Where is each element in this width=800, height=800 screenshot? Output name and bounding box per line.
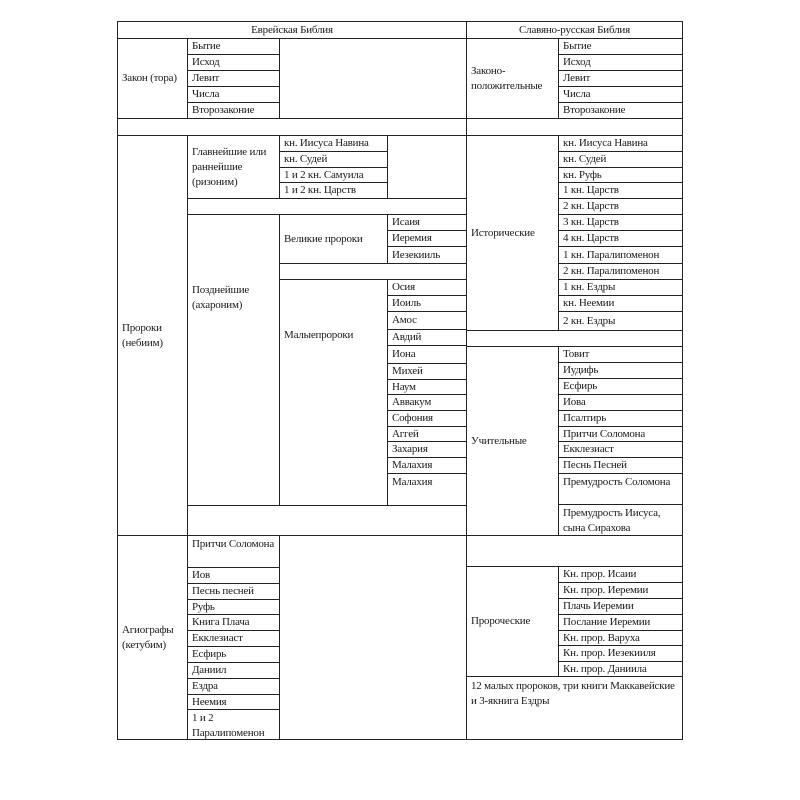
book-item: [558, 504, 683, 536]
book-item: [387, 473, 467, 506]
cell-text: Числа: [563, 88, 591, 100]
cell-text: Аггей: [392, 427, 419, 440]
book-item: [187, 583, 280, 600]
cell-text: Екклезиаст: [563, 443, 614, 455]
book-item: [387, 295, 467, 312]
cell-text: Кн. прор. Иезекииля: [563, 647, 656, 659]
cell-text: Агиографы (кетубим): [122, 623, 174, 651]
cell-text: кн. Руфь: [563, 168, 602, 181]
cell-text: Неемия: [192, 695, 227, 708]
cell-text: Послание Иеремии: [563, 616, 651, 628]
cell-text: Малыепророки: [284, 329, 354, 341]
cell-text: Кн. прор. Исаии: [563, 568, 637, 580]
cell-text: Еврейская Библия: [251, 23, 333, 36]
cell-text: Плачь Иеремии: [563, 600, 634, 612]
spacer-row: [466, 118, 683, 136]
book-item: [558, 457, 683, 474]
book-item: [387, 410, 467, 427]
cell-text: 1 и 2 кн. Самуила: [284, 168, 364, 181]
cell-text: Кн. прор. Даниила: [563, 662, 647, 675]
book-item: [187, 54, 280, 71]
book-item: [558, 198, 683, 215]
cell-text: Исход: [192, 56, 220, 68]
book-item: [558, 246, 683, 264]
subsection-label-former: [187, 135, 280, 199]
empty-cell: [279, 38, 467, 119]
book-item: [558, 598, 683, 615]
book-item: [187, 535, 280, 568]
book-item: [558, 230, 683, 247]
cell-text: Законо-положительные: [471, 64, 543, 92]
cell-text: Бытие: [192, 40, 221, 52]
book-item: [558, 295, 683, 312]
book-item: [558, 378, 683, 395]
book-item: [387, 426, 467, 442]
book-item: [187, 709, 280, 740]
cell-text: Притчи Соломона: [563, 427, 646, 440]
cell-text: Иона: [392, 348, 416, 360]
cell-text: Иоиль: [392, 297, 421, 309]
book-item: [558, 70, 683, 87]
cell-text: кн. Иисуса Навина: [563, 137, 648, 149]
cell-text: Ездра: [192, 680, 218, 692]
cell-text: Даниил: [192, 664, 227, 676]
spacer-row: [279, 263, 467, 280]
cell-text: Иезекииль: [392, 248, 441, 261]
cell-text: Екклезиаст: [192, 632, 243, 644]
cell-text: Товит: [563, 348, 590, 360]
cell-text: 2 кн. Паралипоменон: [563, 265, 660, 277]
cell-text: 12 малых пророков, три книги Маккавейские и 3-якнига Ездры: [471, 680, 675, 707]
cell-text: Осия: [392, 281, 415, 293]
book-item: [187, 646, 280, 663]
cell-text: 4 кн. Царств: [563, 232, 619, 244]
book-item: [187, 614, 280, 631]
book-item: [558, 473, 683, 505]
book-item: [387, 311, 467, 330]
book-item: [187, 102, 280, 119]
cell-text: Левит: [563, 72, 591, 84]
book-item: [187, 678, 280, 695]
cell-text: 1 и 2 кн. Царств: [284, 184, 356, 196]
cell-text: Песнь Песней: [563, 459, 627, 471]
book-item: [187, 630, 280, 647]
subsection-label-latter: [187, 214, 280, 506]
book-item: [558, 630, 683, 646]
book-item: [387, 230, 467, 247]
cell-text: 1 кн. Ездры: [563, 281, 616, 293]
cell-text: Пророческие: [471, 615, 531, 627]
book-item: [558, 394, 683, 411]
section-label-historical: [466, 135, 559, 331]
cell-text: кн. Неемии: [563, 297, 615, 309]
section-label-prophetic: [466, 566, 559, 677]
header-slavonic: [466, 21, 683, 39]
cell-text: Малахия: [392, 459, 433, 471]
cell-text: Кн. прор. Иеремии: [563, 584, 649, 596]
cell-text: Руфь: [192, 600, 215, 613]
cell-text: Притчи Соломона: [192, 538, 275, 550]
cell-text: 2 кн. Ездры: [563, 314, 616, 327]
book-item: [279, 167, 388, 183]
book-item: [558, 214, 683, 231]
book-item: [558, 410, 683, 427]
book-item: [558, 167, 683, 183]
book-item: [558, 582, 683, 599]
header-hebrew: [117, 21, 467, 39]
book-item: [387, 279, 467, 296]
cell-text: Пророки (небиим): [122, 321, 163, 349]
group-label-minor: [279, 279, 388, 506]
cell-text: Исход: [563, 56, 591, 68]
cell-text: Амос: [392, 314, 417, 326]
cell-text: 2 кн. Царств: [563, 200, 619, 212]
book-item: [187, 567, 280, 584]
cell-text: Великие пророки: [284, 232, 363, 245]
cell-text: Премудрость Соломона: [563, 476, 671, 488]
book-item: [387, 441, 467, 458]
spacer-row: [466, 330, 683, 347]
cell-text: Главнейшие или раннейшие (ризоним): [192, 145, 267, 188]
spacer-row: [187, 505, 467, 536]
section-label-law: [117, 38, 188, 119]
cell-text: Иов: [192, 569, 211, 581]
cell-text: кн. Иисуса Навина: [284, 137, 369, 149]
book-item: [387, 363, 467, 380]
section-label-prophets: [117, 135, 188, 536]
book-item: [558, 311, 683, 331]
cell-text: Учительные: [471, 434, 527, 447]
book-item: [187, 599, 280, 615]
book-item: [558, 86, 683, 103]
cell-text: 1 и 2 Паралипоменон: [192, 712, 265, 739]
cell-text: кн. Судей: [284, 153, 328, 165]
cell-text: Есфирь: [192, 648, 227, 660]
cell-text: Второзаконие: [563, 104, 626, 116]
cell-text: Иеремия: [392, 232, 432, 244]
cell-text: Псалтирь: [563, 412, 607, 424]
book-item: [558, 346, 683, 363]
book-item: [558, 614, 683, 631]
cell-text: 1 кн. Паралипоменон: [563, 248, 660, 261]
book-item: [558, 135, 683, 152]
spacer-row: [187, 198, 467, 215]
cell-text: Песнь песней: [192, 585, 254, 597]
cell-text: Аввакум: [392, 396, 432, 408]
book-item: [558, 362, 683, 379]
cell-text: Кн. прор. Варуха: [563, 631, 640, 644]
spacer-row: [466, 535, 683, 567]
book-item: [387, 329, 467, 346]
cell-text: Бытие: [563, 40, 592, 52]
book-item: [187, 694, 280, 710]
book-item: [387, 457, 467, 474]
book-item: [387, 214, 467, 231]
cell-text: 1 кн. Царств: [563, 184, 619, 196]
book-item: [279, 182, 388, 199]
cell-text: Второзаконие: [192, 104, 255, 116]
cell-text: 3 кн. Царств: [563, 216, 619, 228]
cell-text: кн. Судей: [563, 153, 607, 165]
cell-text: Авдий: [392, 331, 422, 343]
cell-text: Книга Плача: [192, 616, 250, 628]
cell-text: Софония: [392, 412, 433, 424]
cell-text: Славяно-русская Библия: [519, 23, 630, 36]
book-item: [558, 426, 683, 442]
empty-cell: [387, 135, 467, 199]
empty-cell: [279, 535, 467, 740]
cell-text: Позднейшие (ахароним): [192, 284, 250, 311]
cell-text: Малахия: [392, 476, 433, 488]
section-label-teaching: [466, 346, 559, 536]
book-item: [187, 86, 280, 103]
cell-text: Захария: [392, 443, 428, 455]
book-item: [279, 135, 388, 152]
book-item: [187, 662, 280, 679]
spacer-row: [117, 118, 467, 136]
book-item: [558, 441, 683, 458]
book-item: [387, 345, 467, 364]
cell-text: Исаия: [392, 216, 420, 228]
cell-text: Левит: [192, 72, 220, 84]
book-item: [558, 645, 683, 662]
book-item: [279, 151, 388, 168]
book-item: [187, 70, 280, 87]
book-item: [558, 151, 683, 168]
cell-text: Исторические: [471, 226, 535, 239]
section-label-law-slavonic: [466, 38, 559, 119]
book-item: [558, 54, 683, 71]
book-item: [558, 38, 683, 55]
book-item: [558, 566, 683, 583]
cell-text: Есфирь: [563, 380, 598, 392]
book-item: [558, 661, 683, 677]
cell-text: Иова: [563, 396, 586, 408]
book-item: [558, 279, 683, 296]
book-item: [187, 38, 280, 55]
cell-text: Премудрость Иисуса, сына Сирахова: [563, 507, 661, 534]
cell-text: Михей: [392, 365, 423, 377]
book-item: [558, 263, 683, 280]
cell-text: Закон (тора): [122, 72, 177, 84]
section-label-writings: [117, 535, 188, 740]
group-label-major: [279, 214, 388, 264]
book-item: [387, 379, 467, 395]
book-item: [387, 394, 467, 411]
cell-text: Иудифь: [563, 364, 599, 376]
cell-text: Наум: [392, 380, 416, 393]
book-item: [558, 182, 683, 199]
cell-text: Числа: [192, 88, 220, 100]
book-item: [387, 246, 467, 264]
book-item: [558, 102, 683, 119]
note-cell: [466, 676, 683, 740]
